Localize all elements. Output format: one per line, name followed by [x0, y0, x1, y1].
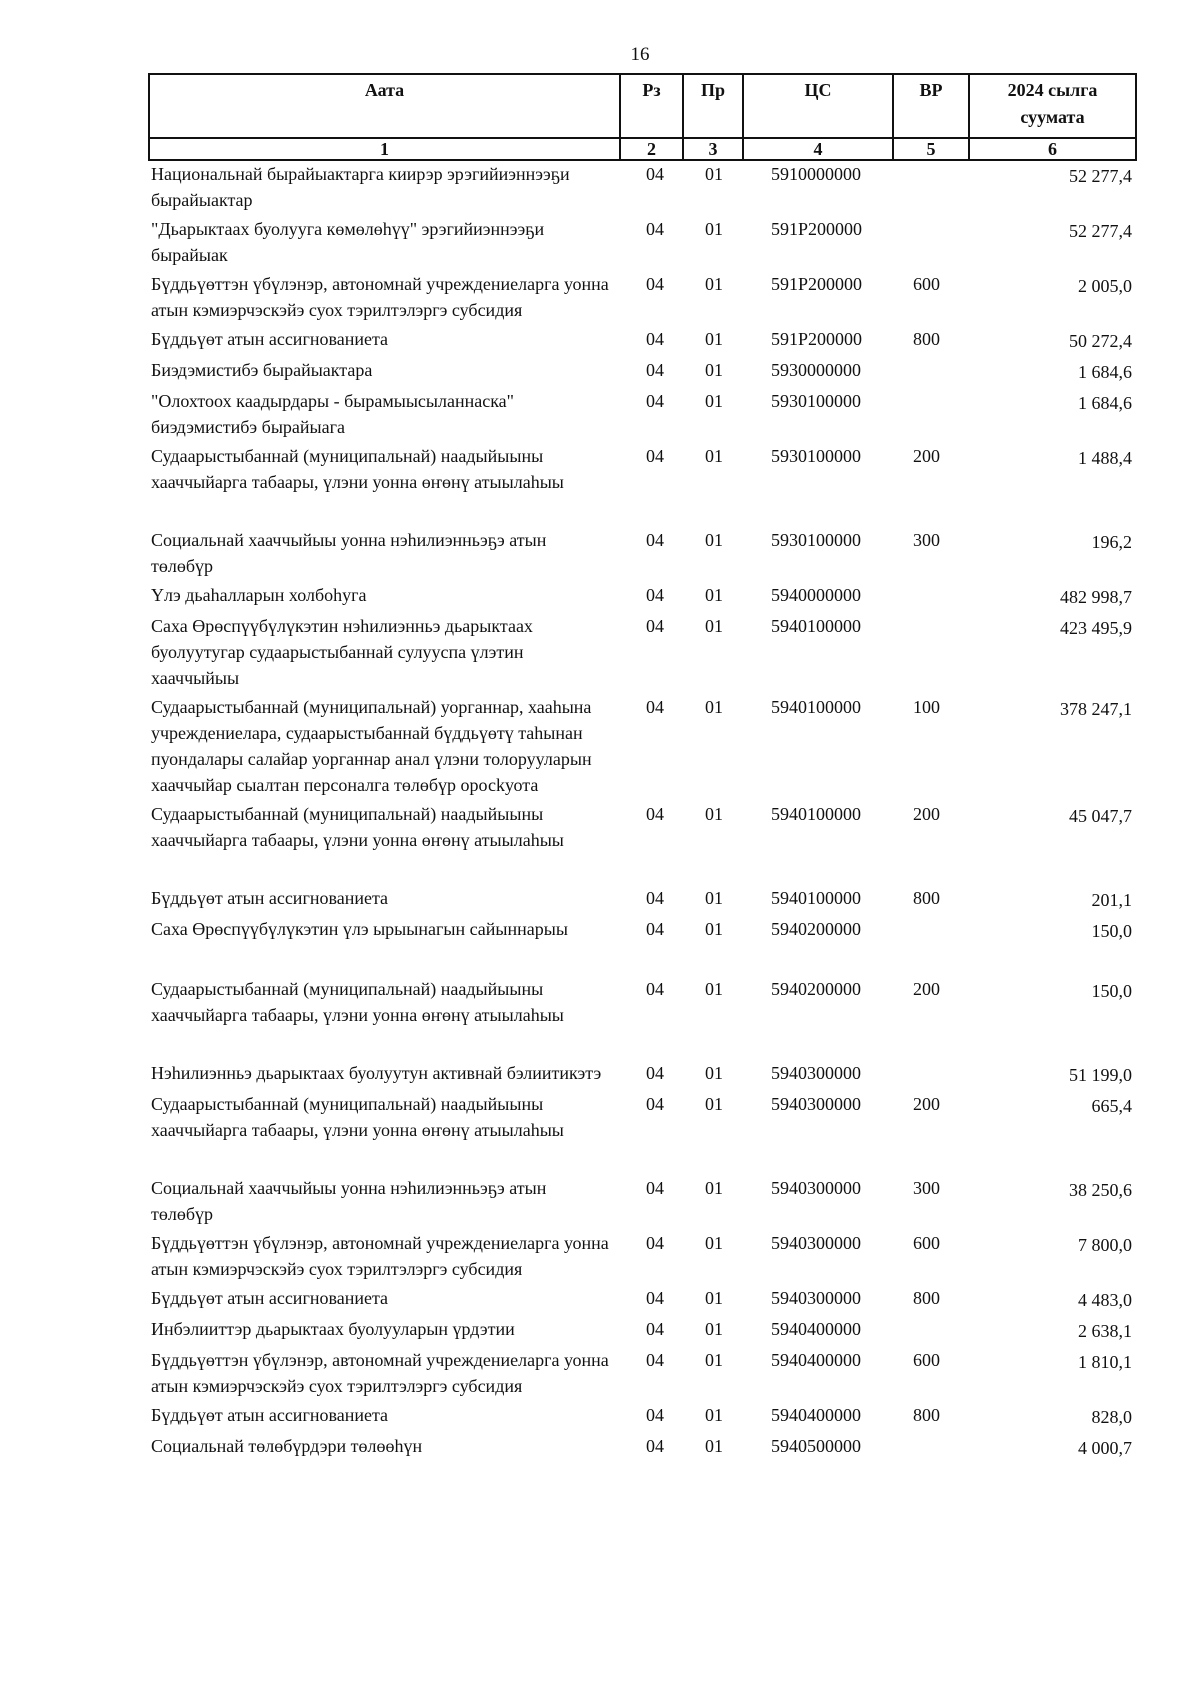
header-vr: ВР	[893, 74, 969, 138]
row-cs: 5940100000	[771, 888, 861, 908]
row-vr: 200	[913, 446, 940, 466]
row-sum: 423 495,9	[1060, 618, 1132, 638]
row-sum: 665,4	[1091, 1096, 1132, 1116]
row-rz: 04	[646, 219, 664, 239]
row-cs: 5930100000	[771, 446, 861, 466]
row-rz: 04	[646, 329, 664, 349]
table-row	[149, 1347, 1136, 1402]
spacer-cell	[149, 1031, 1136, 1060]
table-row	[149, 613, 1136, 694]
table-row	[149, 1316, 1136, 1347]
row-name: Саха Өрөспүүбүлүкэтин үлэ ырыынагын сайыннарыы	[151, 919, 568, 939]
header-num-5: 5	[893, 138, 969, 160]
spacer-cell	[149, 947, 1136, 976]
table-row	[149, 1402, 1136, 1433]
table-header	[149, 74, 1136, 160]
row-pr: 01	[705, 360, 723, 380]
row-name: Социальнай хааччыйыы уонна нэһилиэнньэҕэ атын төлөбүр	[151, 530, 547, 576]
row-rz: 04	[646, 530, 664, 550]
row-cs: 5910000000	[771, 164, 861, 184]
table-row	[149, 388, 1136, 443]
row-name: Судаарыстыбаннай (муниципальнай) наадыйыыны хааччыйарга табаары, үлэни уонна өҥөнү атыылаһыы	[151, 446, 564, 492]
row-cs: 591P200000	[771, 219, 863, 239]
row-spacer	[149, 1031, 1136, 1060]
row-vr	[893, 357, 969, 388]
row-sum: 150,0	[1091, 921, 1132, 941]
row-sum: 1 684,6	[1078, 393, 1132, 413]
row-name: Саха Өрөспүүбүлүкэтин нэһилиэнньэ дьарыктаах буолуутугар судаарыстыбаннай сулууспа үлэтин хааччыйыы	[151, 616, 533, 688]
spacer-cell	[149, 1146, 1136, 1175]
header-sum-line1: 2024 сылга	[1007, 80, 1098, 100]
row-rz: 04	[646, 391, 664, 411]
row-name: Судаарыстыбаннай (муниципальнай) наадыйыыны хааччыйарга табаары, үлэни уонна өҥөнү атыылаһыы	[151, 1094, 564, 1140]
table-row	[149, 916, 1136, 947]
row-cs: 5930100000	[771, 530, 861, 550]
row-pr: 01	[705, 164, 723, 184]
row-name: Бүддьүөт атын ассигнованиета	[151, 1288, 389, 1308]
row-pr: 01	[705, 530, 723, 550]
row-name: Социальнай хааччыйыы уонна нэһилиэнньэҕэ атын төлөбүр	[151, 1178, 547, 1224]
row-rz: 04	[646, 585, 664, 605]
row-cs: 5940400000	[771, 1319, 861, 1339]
row-cs: 5940100000	[771, 616, 861, 636]
row-cs: 591P200000	[771, 329, 863, 349]
row-pr: 01	[705, 1350, 723, 1370]
row-name: Биэдэмистибэ бырайыактара	[151, 360, 373, 380]
table-row	[149, 976, 1136, 1031]
row-pr: 01	[705, 1288, 723, 1308]
row-cs: 5940200000	[771, 979, 861, 999]
row-name: Бүддьүөттэн үбүлэнэр, автономнай учреждениеларга уонна атын кэмиэрчэскэйэ суох тэрилтэлэргэ субсидия	[151, 1233, 609, 1279]
row-pr: 01	[705, 804, 723, 824]
table-row	[149, 160, 1136, 216]
row-vr	[893, 388, 969, 443]
table-row	[149, 443, 1136, 498]
row-spacer	[149, 1146, 1136, 1175]
row-vr: 300	[913, 530, 940, 550]
row-rz: 04	[646, 888, 664, 908]
row-name: Нэһилиэнньэ дьарыктаах буолуутун активнай бэлиитикэтэ	[151, 1063, 602, 1083]
row-rz: 04	[646, 1319, 664, 1339]
row-rz: 04	[646, 616, 664, 636]
table-row	[149, 582, 1136, 613]
table-row	[149, 357, 1136, 388]
row-vr: 300	[913, 1178, 940, 1198]
row-rz: 04	[646, 1233, 664, 1253]
header-cs: ЦС	[743, 74, 893, 138]
row-cs: 5940100000	[771, 804, 861, 824]
row-name: Бүддьүөт атын ассигнованиета	[151, 329, 389, 349]
header-name: Аата	[149, 74, 620, 138]
spacer-cell	[149, 498, 1136, 527]
header-num-1: 1	[149, 138, 620, 160]
row-sum: 38 250,6	[1069, 1180, 1132, 1200]
row-pr: 01	[705, 979, 723, 999]
row-sum: 45 047,7	[1069, 806, 1132, 826]
row-vr: 600	[913, 1233, 940, 1253]
row-name: Инбэлииттэр дьарыктаах буолууларын үрдэтии	[151, 1319, 515, 1339]
row-vr: 800	[913, 888, 940, 908]
spacer-cell	[149, 856, 1136, 885]
row-pr: 01	[705, 1233, 723, 1253]
row-name: Социальнай төлөбүрдэри төлөөһүн	[151, 1436, 423, 1456]
row-vr	[893, 216, 969, 271]
row-name: "Олохтоох кaадырдары - бырамыысыланнаска" биэдэмистибэ бырайыага	[151, 391, 515, 437]
row-rz: 04	[646, 446, 664, 466]
row-pr: 01	[705, 391, 723, 411]
row-vr: 100	[913, 697, 940, 717]
header-num-6: 6	[969, 138, 1136, 160]
row-pr: 01	[705, 329, 723, 349]
row-pr: 01	[705, 1178, 723, 1198]
row-cs: 5940200000	[771, 919, 861, 939]
table-row	[149, 694, 1136, 801]
row-name: Судаарыстыбаннай (муниципальнай) уорганнар, хааһына учреждениелара, судаарыстыбаннай бүддьүөтү таһынан пуондалары салайар уорганнар анал үлэни толорууларын хааччыйар сыалтан персоналга төлөбүр оросkуота	[151, 697, 592, 795]
row-sum: 50 272,4	[1069, 331, 1132, 351]
row-cs: 591P200000	[771, 274, 863, 294]
header-sum-line2: суумата	[1020, 107, 1085, 127]
row-vr	[893, 916, 969, 947]
row-name: Бүддьүөттэн үбүлэнэр, автономнай учреждениеларга уонна атын кэмиэрчэскэйэ суох тэрилтэлэргэ субсидия	[151, 1350, 609, 1396]
row-pr: 01	[705, 919, 723, 939]
row-pr: 01	[705, 697, 723, 717]
row-rz: 04	[646, 1288, 664, 1308]
row-name: Үлэ дьаһалларын холбоһуга	[151, 585, 367, 605]
row-sum: 2 638,1	[1078, 1321, 1132, 1341]
row-sum: 196,2	[1091, 532, 1132, 552]
table-body	[149, 160, 1136, 1464]
row-sum: 378 247,1	[1060, 699, 1132, 719]
row-pr: 01	[705, 1405, 723, 1425]
row-sum: 1 488,4	[1078, 448, 1132, 468]
row-vr: 800	[913, 1405, 940, 1425]
header-num-3: 3	[683, 138, 743, 160]
table-row	[149, 1285, 1136, 1316]
row-sum: 2 005,0	[1078, 276, 1132, 296]
row-cs: 5940300000	[771, 1233, 861, 1253]
row-rz: 04	[646, 979, 664, 999]
row-pr: 01	[705, 585, 723, 605]
page-number: 16	[630, 44, 650, 65]
row-cs: 5940300000	[771, 1063, 861, 1083]
row-pr: 01	[705, 219, 723, 239]
table-row	[149, 271, 1136, 326]
row-cs: 5940100000	[771, 697, 861, 717]
row-cs: 5940400000	[771, 1350, 861, 1370]
row-sum: 4 000,7	[1078, 1438, 1132, 1458]
table-row	[149, 326, 1136, 357]
row-cs: 5940300000	[771, 1094, 861, 1114]
row-rz: 04	[646, 360, 664, 380]
table-row	[149, 1091, 1136, 1146]
table-row	[149, 1060, 1136, 1091]
row-vr: 800	[913, 329, 940, 349]
row-cs: 5940400000	[771, 1405, 861, 1425]
table-row	[149, 885, 1136, 916]
row-sum: 4 483,0	[1078, 1290, 1132, 1310]
row-name: Судаарыстыбаннай (муниципальнай) наадыйыыны хааччыйарга табаары, үлэни уонна өҥөнү атыылаһыы	[151, 804, 564, 850]
row-pr: 01	[705, 888, 723, 908]
row-spacer	[149, 947, 1136, 976]
row-rz: 04	[646, 1063, 664, 1083]
row-cs: 5940300000	[771, 1178, 861, 1198]
row-cs: 5940000000	[771, 585, 861, 605]
row-sum: 482 998,7	[1060, 587, 1132, 607]
row-pr: 01	[705, 446, 723, 466]
row-vr	[893, 1316, 969, 1347]
row-vr	[893, 1433, 969, 1464]
row-vr: 800	[913, 1288, 940, 1308]
row-pr: 01	[705, 1436, 723, 1456]
row-sum: 51 199,0	[1069, 1065, 1132, 1085]
row-vr	[893, 613, 969, 694]
row-rz: 04	[646, 1178, 664, 1198]
header-sum	[969, 74, 1136, 138]
row-pr: 01	[705, 1319, 723, 1339]
row-cs: 5940300000	[771, 1288, 861, 1308]
row-rz: 04	[646, 164, 664, 184]
row-sum: 1 810,1	[1078, 1352, 1132, 1372]
table-row	[149, 1175, 1136, 1230]
row-cs: 5930000000	[771, 360, 861, 380]
row-sum: 828,0	[1091, 1407, 1132, 1427]
row-name: Бүддьүөттэн үбүлэнэр, автономнай учреждениеларга уонна атын кэмиэрчэскэйэ суох тэрилтэлэргэ субсидия	[151, 274, 609, 320]
row-sum: 150,0	[1091, 981, 1132, 1001]
row-sum: 7 800,0	[1078, 1235, 1132, 1255]
row-sum: 201,1	[1091, 890, 1132, 910]
row-spacer	[149, 856, 1136, 885]
row-name: Бүддьүөт атын ассигнованиета	[151, 1405, 389, 1425]
row-rz: 04	[646, 274, 664, 294]
row-cs: 5940500000	[771, 1436, 861, 1456]
row-rz: 04	[646, 1405, 664, 1425]
row-pr: 01	[705, 274, 723, 294]
row-vr: 600	[913, 1350, 940, 1370]
budget-table	[148, 73, 1137, 1464]
row-name: Судаарыстыбаннай (муниципальнай) наадыйыыны хааччыйарга табаары, үлэни уонна өҥөнү атыылаһыы	[151, 979, 564, 1025]
header-rz: Рз	[620, 74, 683, 138]
table-row	[149, 1230, 1136, 1285]
row-rz: 04	[646, 697, 664, 717]
table-row	[149, 801, 1136, 856]
header-pr: Пр	[683, 74, 743, 138]
header-num-4: 4	[743, 138, 893, 160]
table-row	[149, 216, 1136, 271]
row-pr: 01	[705, 1063, 723, 1083]
row-rz: 04	[646, 1350, 664, 1370]
row-vr	[893, 582, 969, 613]
row-name: Национальнай бырайыактарга киирэр эрэгийиэннээҕи бырайыактар	[151, 164, 570, 210]
row-vr: 200	[913, 804, 940, 824]
table-row	[149, 1433, 1136, 1464]
row-vr: 200	[913, 979, 940, 999]
row-sum: 1 684,6	[1078, 362, 1132, 382]
row-rz: 04	[646, 919, 664, 939]
row-spacer	[149, 498, 1136, 527]
row-pr: 01	[705, 1094, 723, 1114]
row-vr	[893, 1060, 969, 1091]
row-rz: 04	[646, 1436, 664, 1456]
row-sum: 52 277,4	[1069, 221, 1132, 241]
header-num-2: 2	[620, 138, 683, 160]
row-name: Бүддьүөт атын ассигнованиета	[151, 888, 389, 908]
row-rz: 04	[646, 1094, 664, 1114]
row-vr: 600	[913, 274, 940, 294]
row-name: "Дьарыктаах буолууга көмөлөһүү" эрэгийиэннээҕи бырайыак	[151, 219, 545, 265]
row-cs: 5930100000	[771, 391, 861, 411]
row-rz: 04	[646, 804, 664, 824]
row-sum: 52 277,4	[1069, 166, 1132, 186]
row-pr: 01	[705, 616, 723, 636]
row-vr: 200	[913, 1094, 940, 1114]
table-row	[149, 527, 1136, 582]
row-vr	[893, 160, 969, 216]
